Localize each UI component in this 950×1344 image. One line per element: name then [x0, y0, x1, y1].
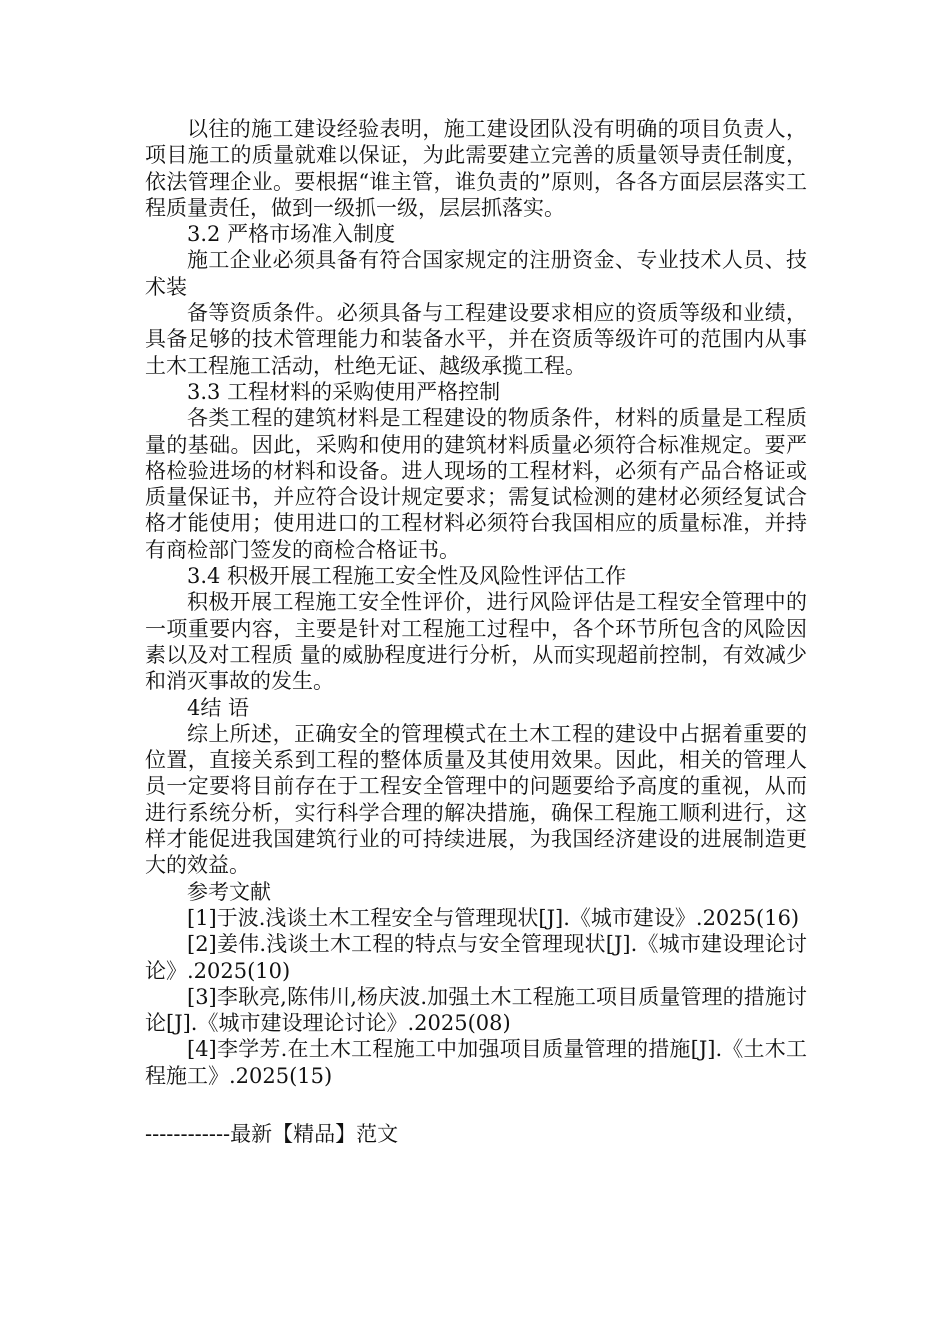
body-paragraph: 综上所述，正确安全的管理模式在土木工程的建设中占据着重要的位置，直接关系到工程的整体质量及其使用效果。因此，相关的管理人员一定要将目前存在于工程安全管理中的问题要给予高度的重视，从而进行系统分析，实行科学合理的解决措施，确保工程施工顺利进行，这样才能促进我国建筑行业的可持续进展，为我国经济建设的进展制造更大的效益。: [145, 721, 807, 878]
reference-item: [4]李学芳.在土木工程施工中加强项目质量管理的措施[J].《土木工程施工》.2025(15): [145, 1037, 807, 1088]
document-body: [145, 116, 807, 1089]
section-heading: 3.3 工程材料的采购使用严格控制: [187, 379, 501, 404]
section-heading: 3.4 积极开展工程施工安全性及风险性评估工作: [187, 564, 627, 589]
body-paragraph: 施工企业必须具备有符合国家规定的注册资金、专业技术人员、技术装: [145, 248, 807, 299]
footer-tagline: ------------最新【精品】范文: [145, 1122, 399, 1146]
reference-item: [3]李耿亮,陈伟川,杨庆波.加强土木工程施工项目质量管理的措施讨论[J].《城市建设理论讨论》.2025(08): [145, 984, 807, 1036]
body-paragraph: 各类工程的建筑材料是工程建设的物质条件，材料的质量是工程质量的基础。因此，采购和使用的建筑材料质量必须符合标准规定。要严格检验进场的材料和设备。进人现场的工程材料，必须有产品合格证或质量保证书，并应符合设计规定要求；需复试检测的建材必须经复试合格才能使用；使用进口的工程材料必须符台我国相应的质量标准，并持有商检部门签发的商检合格证书。: [145, 406, 807, 562]
body-paragraph: 备等资质条件。必须具备与工程建设要求相应的资质等级和业绩，具备足够的技术管理能力和装备水平，并在资质等级许可的范围内从事土木工程施工活动，杜绝无证、越级承揽工程。: [145, 301, 807, 378]
references-heading: 参考文献: [187, 879, 271, 904]
body-paragraph: 以往的施工建设经验表明，施工建设团队没有明确的项目负责人，项目施工的质量就难以保证，为此需要建立完善的质量领导责任制度，依法管理企业。要根据“谁主管，谁负责的”原则，各各方面层层落实工程质量责任，做到一级抓一级，层层抓落实。: [145, 117, 807, 220]
section-heading: 4结 语: [187, 695, 250, 720]
reference-item: [1]于波.浅谈土木工程安全与管理现状[J].《城市建设》.2025(16): [187, 905, 800, 930]
body-paragraph: 积极开展工程施工安全性评价，进行风险评估是工程安全管理中的一项重要内容，主要是针对工程施工过程中，各个环节所包含的风险因素以及对工程质 量的威胁程度进行分析，从而实现超前控制，有效减少和消灭事故的发生。: [145, 590, 807, 694]
section-heading: 3.2 严格市场准入制度: [187, 222, 396, 247]
reference-item: [2]姜伟.浅谈土木工程的特点与安全管理现状[J].《城市建设理论讨论》.2025(10): [145, 932, 807, 983]
